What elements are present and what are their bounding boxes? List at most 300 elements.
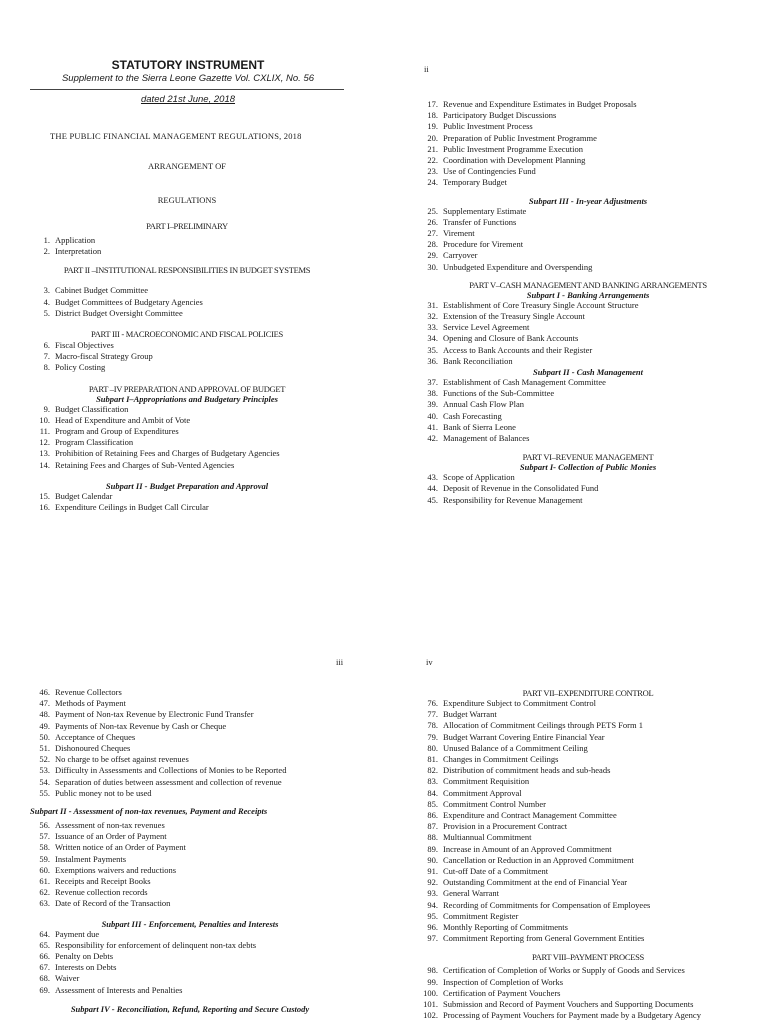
item-number: 37. xyxy=(427,377,438,388)
page-bottom-right xyxy=(418,688,758,1021)
item-title: Increase in Amount of an Approved Commitment xyxy=(443,843,612,854)
item-number: 50. xyxy=(39,731,50,742)
item-number: 6. xyxy=(43,340,50,351)
item-title: Methods of Payment xyxy=(55,698,126,709)
item-title: Distribution of commitment heads and sub-heads xyxy=(443,765,611,776)
item-title: Cut-off Date of a Commitment xyxy=(443,866,549,877)
contents-item xyxy=(30,887,360,898)
contents-item xyxy=(30,831,360,842)
item-title: Commitment Approval xyxy=(443,787,522,798)
item-title: Prohibition of Retaining Fees and Charges of Budgetary Agencies xyxy=(55,448,280,459)
contents-item xyxy=(418,356,758,367)
item-title: Interests on Debts xyxy=(55,962,117,973)
item-number: 26. xyxy=(427,216,438,227)
item-title: Budget Committees of Budgetary Agencies xyxy=(55,296,203,307)
item-number: 91. xyxy=(427,866,438,877)
contents-list xyxy=(30,235,350,257)
contents-item xyxy=(30,765,360,776)
contents-item xyxy=(30,842,360,853)
item-title: Interpretation xyxy=(55,246,102,257)
contents-item xyxy=(418,988,758,999)
contents-item xyxy=(418,765,758,776)
item-title: Recording of Commitments for Compensation of Employees xyxy=(443,899,651,910)
item-number: 41. xyxy=(427,421,438,432)
item-number: 56. xyxy=(39,820,50,831)
item-title: Payment of Non-tax Revenue by Electronic Fund Transfer xyxy=(55,709,254,720)
item-number: 14. xyxy=(39,459,50,470)
contents-item xyxy=(30,308,350,319)
item-number: 19. xyxy=(427,121,438,132)
item-title: Bank Reconciliation xyxy=(443,355,513,366)
part-heading: PART VIII–PAYMENT PROCESS xyxy=(532,952,644,963)
part-heading: PART VI–REVENUE MANAGEMENT xyxy=(522,452,654,463)
item-number: 31. xyxy=(427,299,438,310)
contents-item xyxy=(418,311,758,322)
item-number: 4. xyxy=(43,296,50,307)
contents-item xyxy=(30,951,360,962)
item-title: Supplementary Estimate xyxy=(443,205,527,216)
page-number-ii: ii xyxy=(424,64,429,74)
contents-list xyxy=(30,929,360,996)
subpart-heading: Subpart I–Appropriations and Budgetary Principles xyxy=(96,393,278,404)
contents-item xyxy=(418,911,758,922)
item-title: Use of Contingencies Fund xyxy=(443,166,536,177)
item-title: Fiscal Objectives xyxy=(55,340,114,351)
item-number: 12. xyxy=(39,437,50,448)
item-number: 25. xyxy=(427,205,438,216)
item-number: 99. xyxy=(427,976,438,987)
item-number: 78. xyxy=(427,720,438,731)
page-top-right xyxy=(418,99,758,506)
contents-item xyxy=(418,977,758,988)
item-title: Public money not to be used xyxy=(55,787,152,798)
item-title: Acceptance of Cheques xyxy=(55,731,136,742)
contents-item xyxy=(30,754,360,765)
item-number: 98. xyxy=(427,965,438,976)
part-heading: PART V–CASH MANAGEMENT AND BANKING ARRANGEMENTS xyxy=(469,279,707,290)
page-number-iv: iv xyxy=(426,657,433,667)
item-number: 102. xyxy=(423,1010,438,1021)
contents-item xyxy=(418,121,758,132)
item-number: 20. xyxy=(427,132,438,143)
contents-item xyxy=(418,262,758,273)
item-number: 40. xyxy=(427,410,438,421)
contents-list xyxy=(30,404,350,471)
contents-item xyxy=(30,340,350,351)
item-title: Management of Balances xyxy=(443,433,530,444)
contents-item xyxy=(30,962,360,973)
item-title: Processing of Payment Vouchers for Payment made by a Budgetary Agency xyxy=(443,1010,701,1021)
item-title: Opening and Closure of Bank Accounts xyxy=(443,333,579,344)
contents-item xyxy=(418,832,758,843)
item-title: General Warrant xyxy=(443,888,500,899)
item-number: 21. xyxy=(427,143,438,154)
contents-item xyxy=(418,788,758,799)
item-title: Payments of Non-tax Revenue by Cash or Cheque xyxy=(55,720,227,731)
contents-item xyxy=(418,720,758,731)
item-number: 85. xyxy=(427,798,438,809)
item-title: Budget Warrant xyxy=(443,709,497,720)
contents-item xyxy=(418,206,758,217)
item-title: Waiver xyxy=(55,973,80,984)
item-title: Revenue Collectors xyxy=(55,687,122,697)
contents-item xyxy=(418,422,758,433)
part-heading: PART VII–EXPENDITURE CONTROL xyxy=(522,688,654,698)
contents-item xyxy=(418,754,758,765)
subpart-heading: Subpart I- Collection of Public Monies xyxy=(519,462,657,473)
item-number: 15. xyxy=(39,490,50,501)
item-title: Public Investment Programme Execution xyxy=(443,143,583,154)
item-number: 32. xyxy=(427,311,438,322)
contents-list xyxy=(30,687,360,799)
contents-item xyxy=(418,322,758,333)
item-title: Date of Record of the Transaction xyxy=(55,898,171,909)
item-number: 30. xyxy=(427,261,438,272)
contents-item xyxy=(30,721,360,732)
contents-item xyxy=(418,799,758,810)
contents-item xyxy=(418,776,758,787)
item-title: Dishonoured Cheques xyxy=(55,743,131,754)
contents-item xyxy=(418,922,758,933)
item-number: 64. xyxy=(39,928,50,939)
item-number: 10. xyxy=(39,414,50,425)
contents-item xyxy=(418,166,758,177)
contents-item xyxy=(418,144,758,155)
contents-item xyxy=(30,235,350,246)
contents-item xyxy=(30,415,350,426)
contents-item xyxy=(30,404,350,415)
item-number: 66. xyxy=(39,951,50,962)
item-title: Certification of Completion of Works or Supply of Goods and Services xyxy=(443,965,685,976)
item-number: 59. xyxy=(39,853,50,864)
contents-item xyxy=(418,1010,758,1021)
item-number: 92. xyxy=(427,877,438,888)
item-title: Functions of the Sub-Committee xyxy=(443,388,555,399)
contents-item xyxy=(30,788,360,799)
item-title: Extension of the Treasury Single Account xyxy=(443,311,585,322)
item-title: Revenue and Expenditure Estimates in Budget Proposals xyxy=(443,99,637,109)
subpart-heading: Subpart II - Budget Preparation and Approval xyxy=(105,480,269,491)
contents-item xyxy=(418,155,758,166)
item-number: 53. xyxy=(39,765,50,776)
contents-item xyxy=(418,743,758,754)
contents-item xyxy=(418,855,758,866)
contents-item xyxy=(418,888,758,899)
contents-item xyxy=(418,877,758,888)
contents-item xyxy=(30,929,360,940)
contents-item xyxy=(30,820,360,831)
item-number: 69. xyxy=(39,984,50,995)
contents-list xyxy=(418,99,758,189)
item-number: 9. xyxy=(43,403,50,414)
item-number: 11. xyxy=(39,426,50,437)
contents-item xyxy=(418,345,758,356)
subpart-heading: Subpart I - Banking Arrangements xyxy=(526,289,650,300)
item-number: 76. xyxy=(427,698,438,708)
item-title: Revenue collection records xyxy=(55,887,148,898)
item-title: Allocation of Commitment Ceilings through PETS Form 1 xyxy=(443,720,643,731)
gazette-date: dated 21st June, 2018 xyxy=(140,94,236,105)
item-title: Macro-fiscal Strategy Group xyxy=(55,351,153,362)
part-heading: PART II –INSTITUTIONAL RESPONSIBILITIES IN BUDGET SYSTEMS xyxy=(63,265,311,276)
item-title: Commitment Requisition xyxy=(443,776,530,787)
item-number: 42. xyxy=(427,433,438,444)
item-title: Budget Classification xyxy=(55,403,129,414)
contents-item xyxy=(418,900,758,911)
item-title: Deposit of Revenue in the Consolidated Fund xyxy=(443,483,599,494)
item-title: Changes in Commitment Ceilings xyxy=(443,754,559,765)
contents-item xyxy=(418,433,758,444)
page-number-iii: iii xyxy=(336,657,344,667)
item-number: 8. xyxy=(43,362,50,373)
contents-item xyxy=(418,483,758,494)
item-title: Public Investment Process xyxy=(443,121,533,132)
item-number: 67. xyxy=(39,962,50,973)
item-title: Difficulty in Assessments and Collections of Monies to be Reported xyxy=(55,765,287,776)
item-number: 27. xyxy=(427,228,438,239)
contents-item xyxy=(418,250,758,261)
item-title: Exemptions waivers and reductions xyxy=(55,864,177,875)
item-title: Participatory Budget Discussions xyxy=(443,110,557,121)
item-title: Application xyxy=(55,235,96,245)
item-number: 88. xyxy=(427,832,438,843)
item-title: Procedure for Virement xyxy=(443,239,524,250)
item-number: 2. xyxy=(43,246,50,257)
item-title: Policy Costing xyxy=(55,362,106,373)
item-number: 39. xyxy=(427,399,438,410)
item-title: Expenditure Ceilings in Budget Call Circular xyxy=(55,502,209,513)
contents-list xyxy=(418,377,758,444)
item-title: Budget Warrant Covering Entire Financial Year xyxy=(443,731,605,742)
item-title: Responsibility for enforcement of delinquent non-tax debts xyxy=(55,939,257,950)
item-title: Annual Cash Flow Plan xyxy=(443,399,524,410)
item-number: 55. xyxy=(39,787,50,798)
item-number: 29. xyxy=(427,250,438,261)
contents-item xyxy=(418,388,758,399)
item-title: Transfer of Functions xyxy=(443,216,517,227)
item-title: Retaining Fees and Charges of Sub-Vented Agencies xyxy=(55,459,235,470)
contents-item xyxy=(418,300,758,311)
item-number: 43. xyxy=(427,472,438,483)
item-number: 33. xyxy=(427,322,438,333)
contents-item xyxy=(418,810,758,821)
item-number: 89. xyxy=(427,843,438,854)
item-title: Instalment Payments xyxy=(55,853,127,864)
item-number: 87. xyxy=(427,821,438,832)
contents-item xyxy=(418,999,758,1010)
item-title: Submission and Record of Payment Vouchers and Supporting Documents xyxy=(443,999,694,1010)
item-title: Preparation of Public Investment Programme xyxy=(443,132,597,143)
item-title: Cancellation or Reduction in an Approved Commitment xyxy=(443,854,634,865)
item-title: Bank of Sierra Leone xyxy=(443,421,516,432)
contents-list xyxy=(30,820,360,910)
item-title: Expenditure Subject to Commitment Control xyxy=(443,698,596,708)
item-number: 22. xyxy=(427,155,438,166)
item-number: 13. xyxy=(39,448,50,459)
regulations-heading: REGULATIONS xyxy=(157,195,217,205)
item-number: 100. xyxy=(423,987,438,998)
contents-item xyxy=(418,239,758,250)
item-number: 34. xyxy=(427,333,438,344)
item-number: 1. xyxy=(43,235,50,245)
item-title: Inspection of Completion of Works xyxy=(443,976,564,987)
item-title: Monthly Reporting of Commitments xyxy=(443,922,568,933)
item-number: 79. xyxy=(427,731,438,742)
page-bottom-left xyxy=(30,687,360,1014)
item-title: Virement xyxy=(443,228,475,239)
item-title: Establishment of Cash Management Committee xyxy=(443,377,606,388)
contents-item xyxy=(30,973,360,984)
item-number: 54. xyxy=(39,776,50,787)
item-title: Coordination with Development Planning xyxy=(443,155,586,166)
item-number: 48. xyxy=(39,709,50,720)
subpart-heading: Subpart III - Enforcement, Penalties and Interests xyxy=(101,918,279,929)
item-number: 90. xyxy=(427,854,438,865)
item-title: Temporary Budget xyxy=(443,177,507,188)
item-number: 86. xyxy=(427,810,438,821)
item-number: 63. xyxy=(39,898,50,909)
part-heading: PART III - MACROECONOMIC AND FISCAL POLICIES xyxy=(91,329,283,340)
item-number: 58. xyxy=(39,842,50,853)
item-title: Program and Group of Expenditures xyxy=(55,426,179,437)
contents-list xyxy=(418,300,758,367)
contents-item xyxy=(30,491,350,502)
contents-item xyxy=(30,460,350,471)
item-number: 49. xyxy=(39,720,50,731)
contents-list xyxy=(30,340,350,374)
item-title: Carryover xyxy=(443,250,478,261)
item-title: Assessment of Interests and Penalties xyxy=(55,984,183,995)
contents-list xyxy=(418,206,758,273)
item-number: 36. xyxy=(427,355,438,366)
item-number: 82. xyxy=(427,765,438,776)
item-title: Separation of duties between assessment and collection of revenue xyxy=(55,776,282,787)
contents-item xyxy=(30,940,360,951)
item-number: 84. xyxy=(427,787,438,798)
subpart-heading: Subpart III - In-year Adjustments xyxy=(528,195,648,206)
item-number: 44. xyxy=(427,483,438,494)
item-title: Commitment Register xyxy=(443,910,519,921)
contents-item xyxy=(418,965,758,976)
contents-item xyxy=(30,362,350,373)
contents-list xyxy=(418,472,758,506)
item-number: 3. xyxy=(43,285,50,296)
contents-item xyxy=(30,448,350,459)
contents-item xyxy=(30,698,360,709)
item-title: Head of Expenditure and Ambit of Vote xyxy=(55,414,191,425)
item-number: 60. xyxy=(39,864,50,875)
contents-item xyxy=(30,285,350,296)
item-title: Budget Calendar xyxy=(55,490,113,501)
item-number: 7. xyxy=(43,351,50,362)
item-title: Outstanding Commitment at the end of Financial Year xyxy=(443,877,628,888)
item-number: 101. xyxy=(423,999,438,1010)
contents-item xyxy=(418,709,758,720)
item-number: 18. xyxy=(427,110,438,121)
item-title: Provision in a Procurement Contract xyxy=(443,821,568,832)
item-number: 83. xyxy=(427,776,438,787)
item-number: 97. xyxy=(427,933,438,944)
item-title: Assessment of non-tax revenues xyxy=(55,820,165,831)
contents-item xyxy=(418,99,758,110)
contents-item xyxy=(30,502,350,513)
item-number: 95. xyxy=(427,910,438,921)
part-heading: PART I–PRELIMINARY xyxy=(146,221,228,231)
item-number: 38. xyxy=(427,388,438,399)
item-number: 17. xyxy=(427,99,438,109)
item-title: Payment due xyxy=(55,928,100,939)
part-heading: PART –IV PREPARATION AND APPROVAL OF BUDGET xyxy=(88,383,286,394)
contents-item xyxy=(418,399,758,410)
contents-item xyxy=(30,709,360,720)
subpart-heading: Subpart II - Cash Management xyxy=(532,367,644,378)
contents-item xyxy=(30,351,350,362)
contents-item xyxy=(30,426,350,437)
item-number: 51. xyxy=(39,743,50,754)
item-title: Expenditure and Contract Management Committee xyxy=(443,810,617,821)
item-title: Certification of Payment Vouchers xyxy=(443,987,561,998)
item-title: No charge to be offset against revenues xyxy=(55,754,189,765)
item-number: 45. xyxy=(427,494,438,505)
contents-item xyxy=(418,472,758,483)
contents-item xyxy=(418,844,758,855)
contents-item xyxy=(30,297,350,308)
item-number: 93. xyxy=(427,888,438,899)
contents-item xyxy=(418,821,758,832)
item-title: Receipts and Receipt Books xyxy=(55,876,151,887)
contents-item xyxy=(418,333,758,344)
item-number: 35. xyxy=(427,344,438,355)
subpart-heading: Subpart II - Assessment of non-tax revenues, Payment and Receipts xyxy=(30,806,268,817)
contents-item xyxy=(30,732,360,743)
contents-item xyxy=(418,228,758,239)
item-title: Access to Bank Accounts and their Register xyxy=(443,344,593,355)
header-rule xyxy=(30,89,344,90)
item-title: Unbudgeted Expenditure and Overspending xyxy=(443,261,593,272)
item-number: 77. xyxy=(427,709,438,720)
item-title: Cash Forecasting xyxy=(443,410,502,421)
contents-item xyxy=(418,933,758,944)
contents-item xyxy=(418,866,758,877)
item-title: Commitment Reporting from General Government Entities xyxy=(443,933,645,944)
item-title: Written notice of an Order of Payment xyxy=(55,842,186,853)
contents-item xyxy=(30,985,360,996)
item-number: 24. xyxy=(427,177,438,188)
contents-item xyxy=(30,777,360,788)
item-number: 46. xyxy=(39,687,50,697)
item-number: 47. xyxy=(39,698,50,709)
gazette-supplement: Supplement to the Sierra Leone Gazette Vol. CXLIX, No. 56 xyxy=(61,73,315,84)
item-title: Scope of Application xyxy=(443,472,515,483)
contents-item xyxy=(30,898,360,909)
contents-item xyxy=(418,732,758,743)
contents-list xyxy=(30,491,350,513)
contents-item xyxy=(30,876,360,887)
contents-item xyxy=(30,437,350,448)
item-title: Unused Balance of a Commitment Ceiling xyxy=(443,742,588,753)
item-number: 5. xyxy=(43,307,50,318)
item-number: 61. xyxy=(39,876,50,887)
item-title: Establishment of Core Treasury Single Account Structure xyxy=(443,299,639,310)
contents-item xyxy=(418,377,758,388)
item-number: 28. xyxy=(427,239,438,250)
page-top-left xyxy=(30,58,350,513)
item-title: Service Level Agreement xyxy=(443,322,530,333)
item-title: Responsibility for Revenue Management xyxy=(443,494,583,505)
item-number: 16. xyxy=(39,502,50,513)
contents-item xyxy=(418,133,758,144)
contents-list xyxy=(418,698,758,944)
